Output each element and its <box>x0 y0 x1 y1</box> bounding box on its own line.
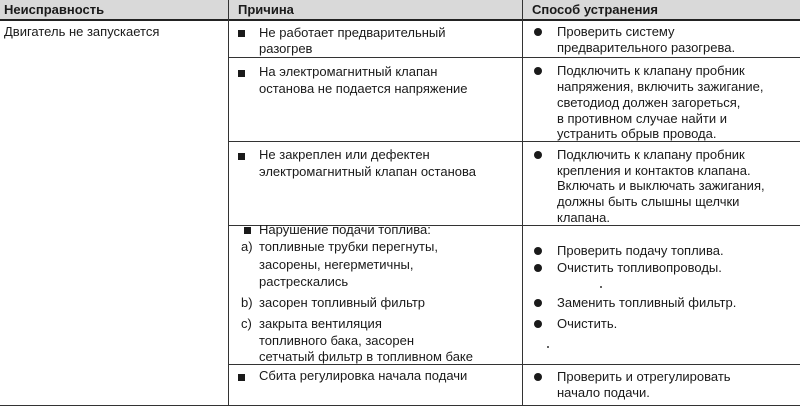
remedy-line: Включать и выключать зажигания, <box>557 178 765 193</box>
round-bullet-icon <box>534 247 542 255</box>
remedy-line: клапана. <box>557 210 610 225</box>
round-bullet-icon <box>534 151 542 159</box>
round-bullet-icon <box>534 299 542 307</box>
print-speck <box>600 286 602 288</box>
remedy-line: Очистить. <box>557 316 618 331</box>
round-bullet-icon <box>534 264 542 272</box>
remedy-line: Подключить к клапану пробник <box>557 147 745 162</box>
round-bullet-icon <box>534 373 542 381</box>
cause-line: засорен топливный фильтр <box>259 295 426 310</box>
header-remedy: Способ устранения <box>532 2 659 17</box>
print-speck <box>547 346 549 348</box>
remedy-line: светодиод должен загореться, <box>557 95 741 110</box>
remedy-line: Проверить и отрегулировать <box>557 369 731 384</box>
cause-intro: Нарушение подачи топлива: <box>259 222 431 237</box>
header-bottom-rule <box>0 19 800 21</box>
cause-line: Не закреплен или дефектен <box>259 147 430 162</box>
square-bullet-icon <box>238 70 245 77</box>
remedy-line: крепления и контактов клапана. <box>557 163 751 178</box>
cause-line: останова не подается напряжение <box>259 81 468 96</box>
cause-line: Не работает предварительный <box>259 25 446 40</box>
column-divider <box>522 0 523 406</box>
remedy-line: Проверить подачу топлива. <box>557 243 724 258</box>
square-bullet-icon <box>244 227 251 234</box>
remedy-line: начало подачи. <box>557 385 650 400</box>
remedy-line: должны быть слышны щелчки <box>557 194 740 209</box>
round-bullet-icon <box>534 67 542 75</box>
header-cause: Причина <box>238 2 294 17</box>
cause-line: топливного бака, засорен <box>259 333 415 348</box>
remedy-line: предварительного разогрева. <box>557 40 736 55</box>
square-bullet-icon <box>238 153 245 160</box>
remedy-line: напряжения, включить зажигание, <box>557 79 764 94</box>
cause-line: сетчатый фильтр в топливном баке <box>259 349 473 364</box>
cause-line: закрыта вентиляция <box>259 316 382 331</box>
header-fault: Неисправность <box>4 2 105 17</box>
remedy-line: устранить обрыв провода. <box>557 126 717 141</box>
cause-line: топливные трубки перегнуты, <box>259 239 438 254</box>
cause-line: На электромагнитный клапан <box>259 64 438 79</box>
sub-label: a) <box>241 239 253 254</box>
cause-line: электромагнитный клапан останова <box>259 164 476 179</box>
sub-label: c) <box>241 316 252 331</box>
cause-line: засорены, негерметичны, <box>259 257 414 272</box>
fault-text: Двигатель не запускается <box>4 24 160 39</box>
square-bullet-icon <box>238 30 245 37</box>
remedy-line: Проверить систему <box>557 24 675 39</box>
sub-label: b) <box>241 295 253 310</box>
cause-line: растрескались <box>259 274 349 289</box>
square-bullet-icon <box>238 374 245 381</box>
remedy-line: Подключить к клапану пробник <box>557 63 745 78</box>
remedy-line: в противном случае найти и <box>557 111 728 126</box>
remedy-line: Заменить топливный фильтр. <box>557 295 737 310</box>
round-bullet-icon <box>534 28 542 36</box>
cause-line: Сбита регулировка начала подачи <box>259 368 468 383</box>
column-divider <box>228 0 229 406</box>
remedy-line: Очистить топливопроводы. <box>557 260 722 275</box>
round-bullet-icon <box>534 320 542 328</box>
cause-line: разогрев <box>259 41 313 56</box>
row-divider <box>229 57 800 58</box>
